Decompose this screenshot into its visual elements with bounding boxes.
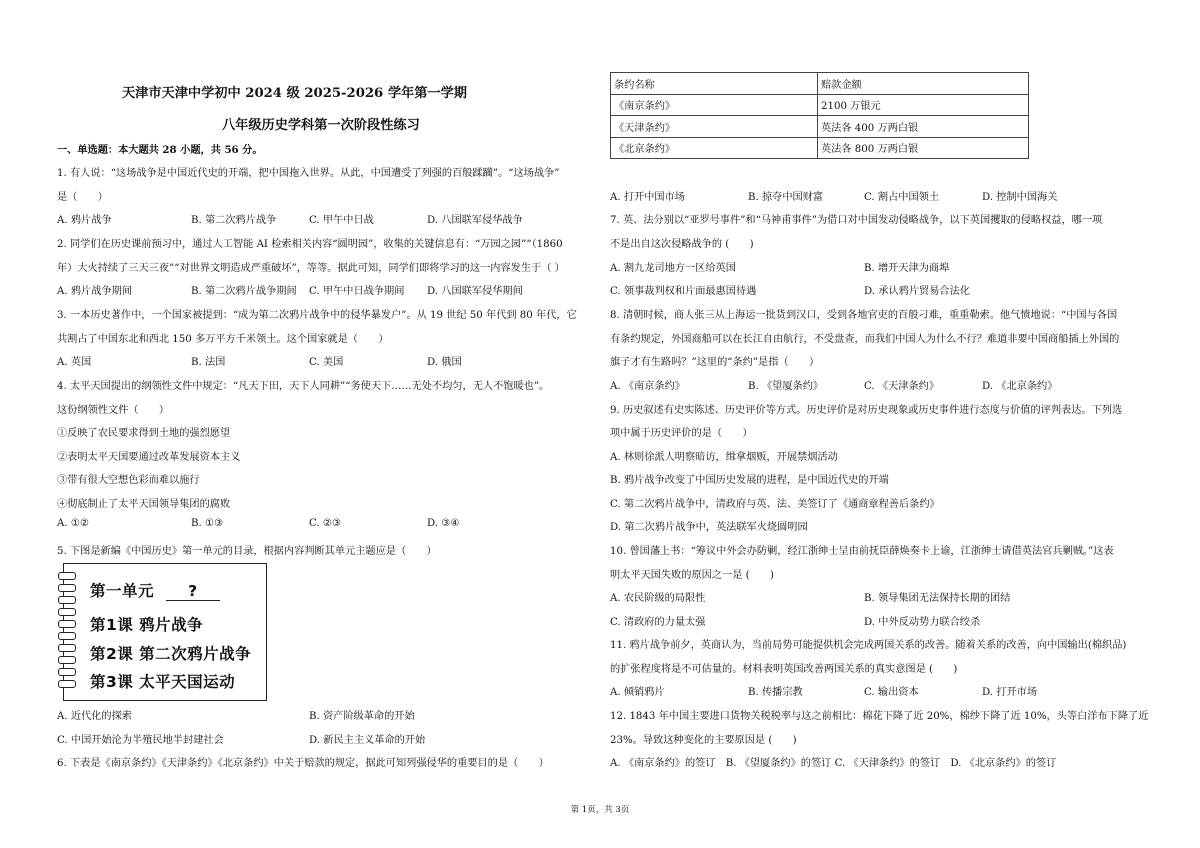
page-footer: 第 1页，共 3页: [570, 805, 630, 815]
q11-option-b[interactable]: B. 传播宗教: [748, 687, 803, 698]
q11-option-d[interactable]: D. 打开市场: [982, 687, 1038, 698]
spiral-ring-icon: [58, 680, 76, 688]
toc-lesson-1: 第1课 鸦片战争: [90, 616, 204, 634]
q7-option-c[interactable]: C. 领事裁判权和片面最惠国待遇: [610, 286, 757, 297]
q5-option-b[interactable]: B. 资产阶级革命的开始: [309, 711, 415, 722]
q8-option-d[interactable]: D. 《北京条约》: [982, 381, 1058, 392]
q1-option-c[interactable]: C. 甲午中日战: [309, 215, 374, 226]
exam-title-line1: 天津市天津中学初中 2024 级 2025-2026 学年第一学期: [122, 86, 467, 101]
q8-stem-line3: 旗子才有生路吗？”这里的“条约”是指（ ）: [610, 357, 820, 368]
q2-stem-line2: 年）大火持续了三天三夜”“对世界文明造成严重破坏”，等等。据此可知，同学们即将学习的这一内容发生于（ ）: [57, 263, 565, 274]
q4-statement-2: ②表明太平天国要通过改革发展资本主义: [57, 452, 241, 463]
q6-option-d[interactable]: D. 控制中国海关: [982, 192, 1058, 203]
q10-stem-line1: 10. 曾国藩上书：“筹议中外会办防剿，经江浙绅士呈由前抚臣薛焕奏卡上谕，江浙绅士请借英法官兵剿贼。”这表: [610, 546, 1114, 557]
q8-option-c[interactable]: C. 《天津条约》: [864, 381, 940, 392]
q3-stem-line2: 共割占了中国东北和西北 150 多万平方千米领土。这个国家就是（ ）: [57, 334, 389, 345]
q2-stem-line1: 2. 同学们在历史课前预习中，通过人工智能 AI 检索相关内容“圆明园”，收集的关键信息有：“万园之园”“（1860: [57, 239, 563, 250]
table-row: [611, 116, 1029, 138]
q7-option-b[interactable]: B. 增开天津为商埠: [864, 263, 950, 274]
q4-stem-line2: 这份纲领性文件（ ）: [57, 405, 170, 416]
q11-option-c[interactable]: C. 输出资本: [864, 687, 919, 698]
spiral-ring-icon: [58, 608, 76, 616]
q2-option-c[interactable]: C. 甲午中日战争期间: [309, 286, 405, 297]
q1-option-b[interactable]: B. 第二次鸦片战争: [191, 215, 277, 226]
q10-option-d[interactable]: D. 中外反动势力联合绞杀: [864, 617, 981, 628]
q8-option-a[interactable]: A. 《南京条约》: [610, 381, 685, 392]
q4-statement-4: ④彻底制止了太平天国领导集团的腐败: [57, 499, 231, 510]
q6-option-b[interactable]: B. 掠夺中国财富: [748, 192, 824, 203]
spiral-ring-icon: [58, 584, 76, 592]
q4-option-b[interactable]: B. ①③: [191, 518, 224, 529]
q10-option-a[interactable]: A. 农民阶级的局限性: [610, 593, 706, 604]
q8-stem-line2: 有条约规定，外国商船可以在长江自由航行，不受盘查，而我们中国人为什么不行？难道非要中国商船插上外国的: [610, 334, 1120, 345]
q1-option-a[interactable]: A. 鸦片战争: [57, 215, 112, 226]
q11-options: [610, 683, 1145, 697]
q4-options: [57, 518, 589, 532]
q10-stem-line2: 明太平天国失败的原因之一是 ( ): [610, 570, 774, 581]
table-cell: 2100 万银元: [818, 94, 1029, 116]
spiral-ring-icon: [58, 620, 76, 628]
table-cell: 英法各 400 万两白银: [818, 116, 1029, 138]
toc-lesson-3: 第3课 太平天国运动: [90, 673, 236, 691]
q3-option-b[interactable]: B. 法国: [191, 357, 226, 368]
q1-options: [57, 211, 589, 225]
q9-option-c[interactable]: C. 第二次鸦片战争中，清政府与英、法、美签订了《通商章程善后条约》: [610, 499, 940, 510]
q2-option-b[interactable]: B. 第二次鸦片战争期间: [191, 286, 297, 297]
q12-stem-line1: 12. 1843 年中国主要进口货物关税税率与这之前相比：棉花下降了近 20%，棉纱下降了近 10%，头等白洋布下降了近: [610, 711, 1149, 722]
spiral-ring-icon: [58, 668, 76, 676]
table-header-cell: 赔款金额: [818, 73, 1029, 95]
section-heading: 一、单选题：本大题共 28 小题，共 56 分。: [57, 144, 263, 156]
toc-unit-label: 第一单元: [90, 582, 155, 600]
q4-option-c[interactable]: C. ②③: [309, 518, 342, 529]
spiral-ring-icon: [58, 572, 76, 580]
q7-options-row2: [610, 282, 1145, 296]
q5-option-a[interactable]: A. 近代化的探索: [57, 711, 132, 722]
q11-option-a[interactable]: A. 倾销鸦片: [610, 687, 665, 698]
spiral-ring-icon: [58, 632, 76, 640]
q9-option-d[interactable]: D. 第二次鸦片战争中，英法联军火烧圆明园: [610, 522, 808, 533]
q1-stem-line1: 1. 有人说：“这场战争是中国近代史的开端，把中国拖入世界。从此，中国遭受了列强的百般蹂躏”。“这场战争”: [57, 168, 560, 179]
q5-options-row2: [57, 731, 589, 745]
q3-option-c[interactable]: C. 美国: [309, 357, 344, 368]
q8-options: [610, 377, 1145, 391]
q10-option-b[interactable]: B. 领导集团无法保持长期的团结: [864, 593, 1011, 604]
q8-stem-line1: 8. 清朝时候，商人张三从上海运一批货到汉口，受到各地官吏的百般刁难，重重勒索。他气愤地说：“中国与各国: [610, 310, 1118, 321]
q9-stem-line2: 项中属于历史评价的是（ ）: [610, 428, 753, 439]
q4-option-d[interactable]: D. ③④: [427, 518, 460, 529]
q6-option-a[interactable]: A. 打开中国市场: [610, 192, 685, 203]
q9-option-b[interactable]: B. 鸦片战争改变了中国历史发展的进程，是中国近代史的开端: [610, 475, 889, 486]
q5-option-d[interactable]: D. 新民主主义革命的开始: [309, 735, 426, 746]
toc-unit-heading: [90, 579, 220, 601]
q2-options: [57, 282, 589, 296]
spiral-ring-icon: [58, 644, 76, 652]
q6-options: [610, 188, 1145, 202]
table-cell: 英法各 800 万两白银: [818, 137, 1029, 159]
spiral-ring-icon: [58, 656, 76, 664]
toc-unit-blank: ?: [166, 582, 220, 601]
q8-option-b[interactable]: B. 《望厦条约》: [748, 381, 824, 392]
q7-stem-line2: 不是出自这次侵略战争的 ( ): [610, 239, 754, 250]
q10-options-row1: [610, 589, 1145, 603]
q5-stem: 5. 下图是新编《中国历史》第一单元的目录，根据内容判断其单元主题应是（ ）: [57, 546, 437, 557]
q4-statement-1: ①反映了农民要求得到土地的强烈愿望: [57, 428, 231, 439]
q1-option-d[interactable]: D. 八国联军侵华战争: [427, 215, 523, 226]
table-cell: 《南京条约》: [611, 94, 818, 116]
q11-stem-line1: 11. 鸦片战争前夕，英商认为，当前局势可能提供机会完成两国关系的改善。随着关系的改善，向中国输出(棉织品): [610, 640, 1127, 651]
q6-option-c[interactable]: C. 割占中国领土: [864, 192, 940, 203]
spiral-ring-icon: [58, 596, 76, 604]
table-row: [611, 94, 1029, 116]
q12-stem-line2: 23%。导致这种变化的主要原因是 ( ): [610, 735, 797, 746]
q7-option-a[interactable]: A. 割九龙司地方一区给英国: [610, 263, 736, 274]
q10-options-row2: [610, 613, 1145, 627]
q5-options-row1: [57, 707, 589, 721]
q2-option-a[interactable]: A. 鸦片战争期间: [57, 286, 132, 297]
table-header-cell: 条约名称: [611, 73, 818, 95]
q1-stem-line2: 是（ ）: [57, 192, 108, 203]
q4-option-a[interactable]: A. ①②: [57, 518, 90, 529]
q5-toc-figure: [63, 563, 267, 701]
q12-options[interactable]: A. 《南京条约》的签订 B. 《望厦条约》的签订 C. 《天津条约》的签订 D. 《北京条约》的签订: [610, 758, 1057, 769]
toc-lesson-2: 第2课 第二次鸦片战争: [90, 645, 252, 663]
exam-title-line2: 八年级历史学科第一次阶段性练习: [222, 118, 420, 133]
q3-options: [57, 353, 589, 367]
table-cell: 《天津条约》: [611, 116, 818, 138]
q3-option-d[interactable]: D. 俄国: [427, 357, 462, 368]
q3-option-a[interactable]: A. 英国: [57, 357, 92, 368]
q4-stem-line1: 4. 太平天国提出的纲领性文件中规定：“凡天下田，天下人同耕”“务使天下……无处不均匀，无人不饱暖也”。: [57, 381, 550, 392]
table-row: [611, 137, 1029, 159]
q4-statement-3: ③带有很大空想色彩而难以施行: [57, 475, 200, 486]
q6-stem: 6. 下表是《南京条约》《天津条约》《北京条约》中关于赔款的规定，据此可知列强侵华的重要目的是（ ）: [57, 758, 549, 769]
q3-stem-line1: 3. 一本历史著作中，一个国家被提到：“成为第二次鸦片战争中的侵华暴发户”。从 19 世纪 50 年代到 80 年代，它: [57, 310, 577, 321]
q9-stem-line1: 9. 历史叙述有史实陈述、历史评价等方式。历史评价是对历史现象或历史事件进行态度与价值的评判表达。下列选: [610, 405, 1123, 416]
q7-options-row1: [610, 259, 1145, 273]
q9-option-a[interactable]: A. 林则徐派人明察暗访，缉拿烟贩，开展禁烟活动: [610, 452, 838, 463]
table-cell: 《北京条约》: [611, 137, 818, 159]
q2-option-d[interactable]: D. 八国联军侵华期间: [427, 286, 523, 297]
q10-option-c[interactable]: C. 清政府的力量太强: [610, 617, 706, 628]
q7-stem-line1: 7. 英、法分别以“亚罗号事件”和“马神甫事件”为借口对中国发动侵略战争，以下英国攫取的侵略权益，哪一项: [610, 215, 1103, 226]
q6-indemnity-table: [610, 72, 1029, 159]
q5-option-c[interactable]: C. 中国开始沦为半殖民地半封建社会: [57, 735, 224, 746]
table-header-row: [611, 73, 1029, 95]
q11-stem-line2: 的扩张程度将是不可估量的。材料表明英国改善两国关系的真实意图是 ( ): [610, 664, 958, 675]
q7-option-d[interactable]: D. 承认鸦片贸易合法化: [864, 286, 970, 297]
